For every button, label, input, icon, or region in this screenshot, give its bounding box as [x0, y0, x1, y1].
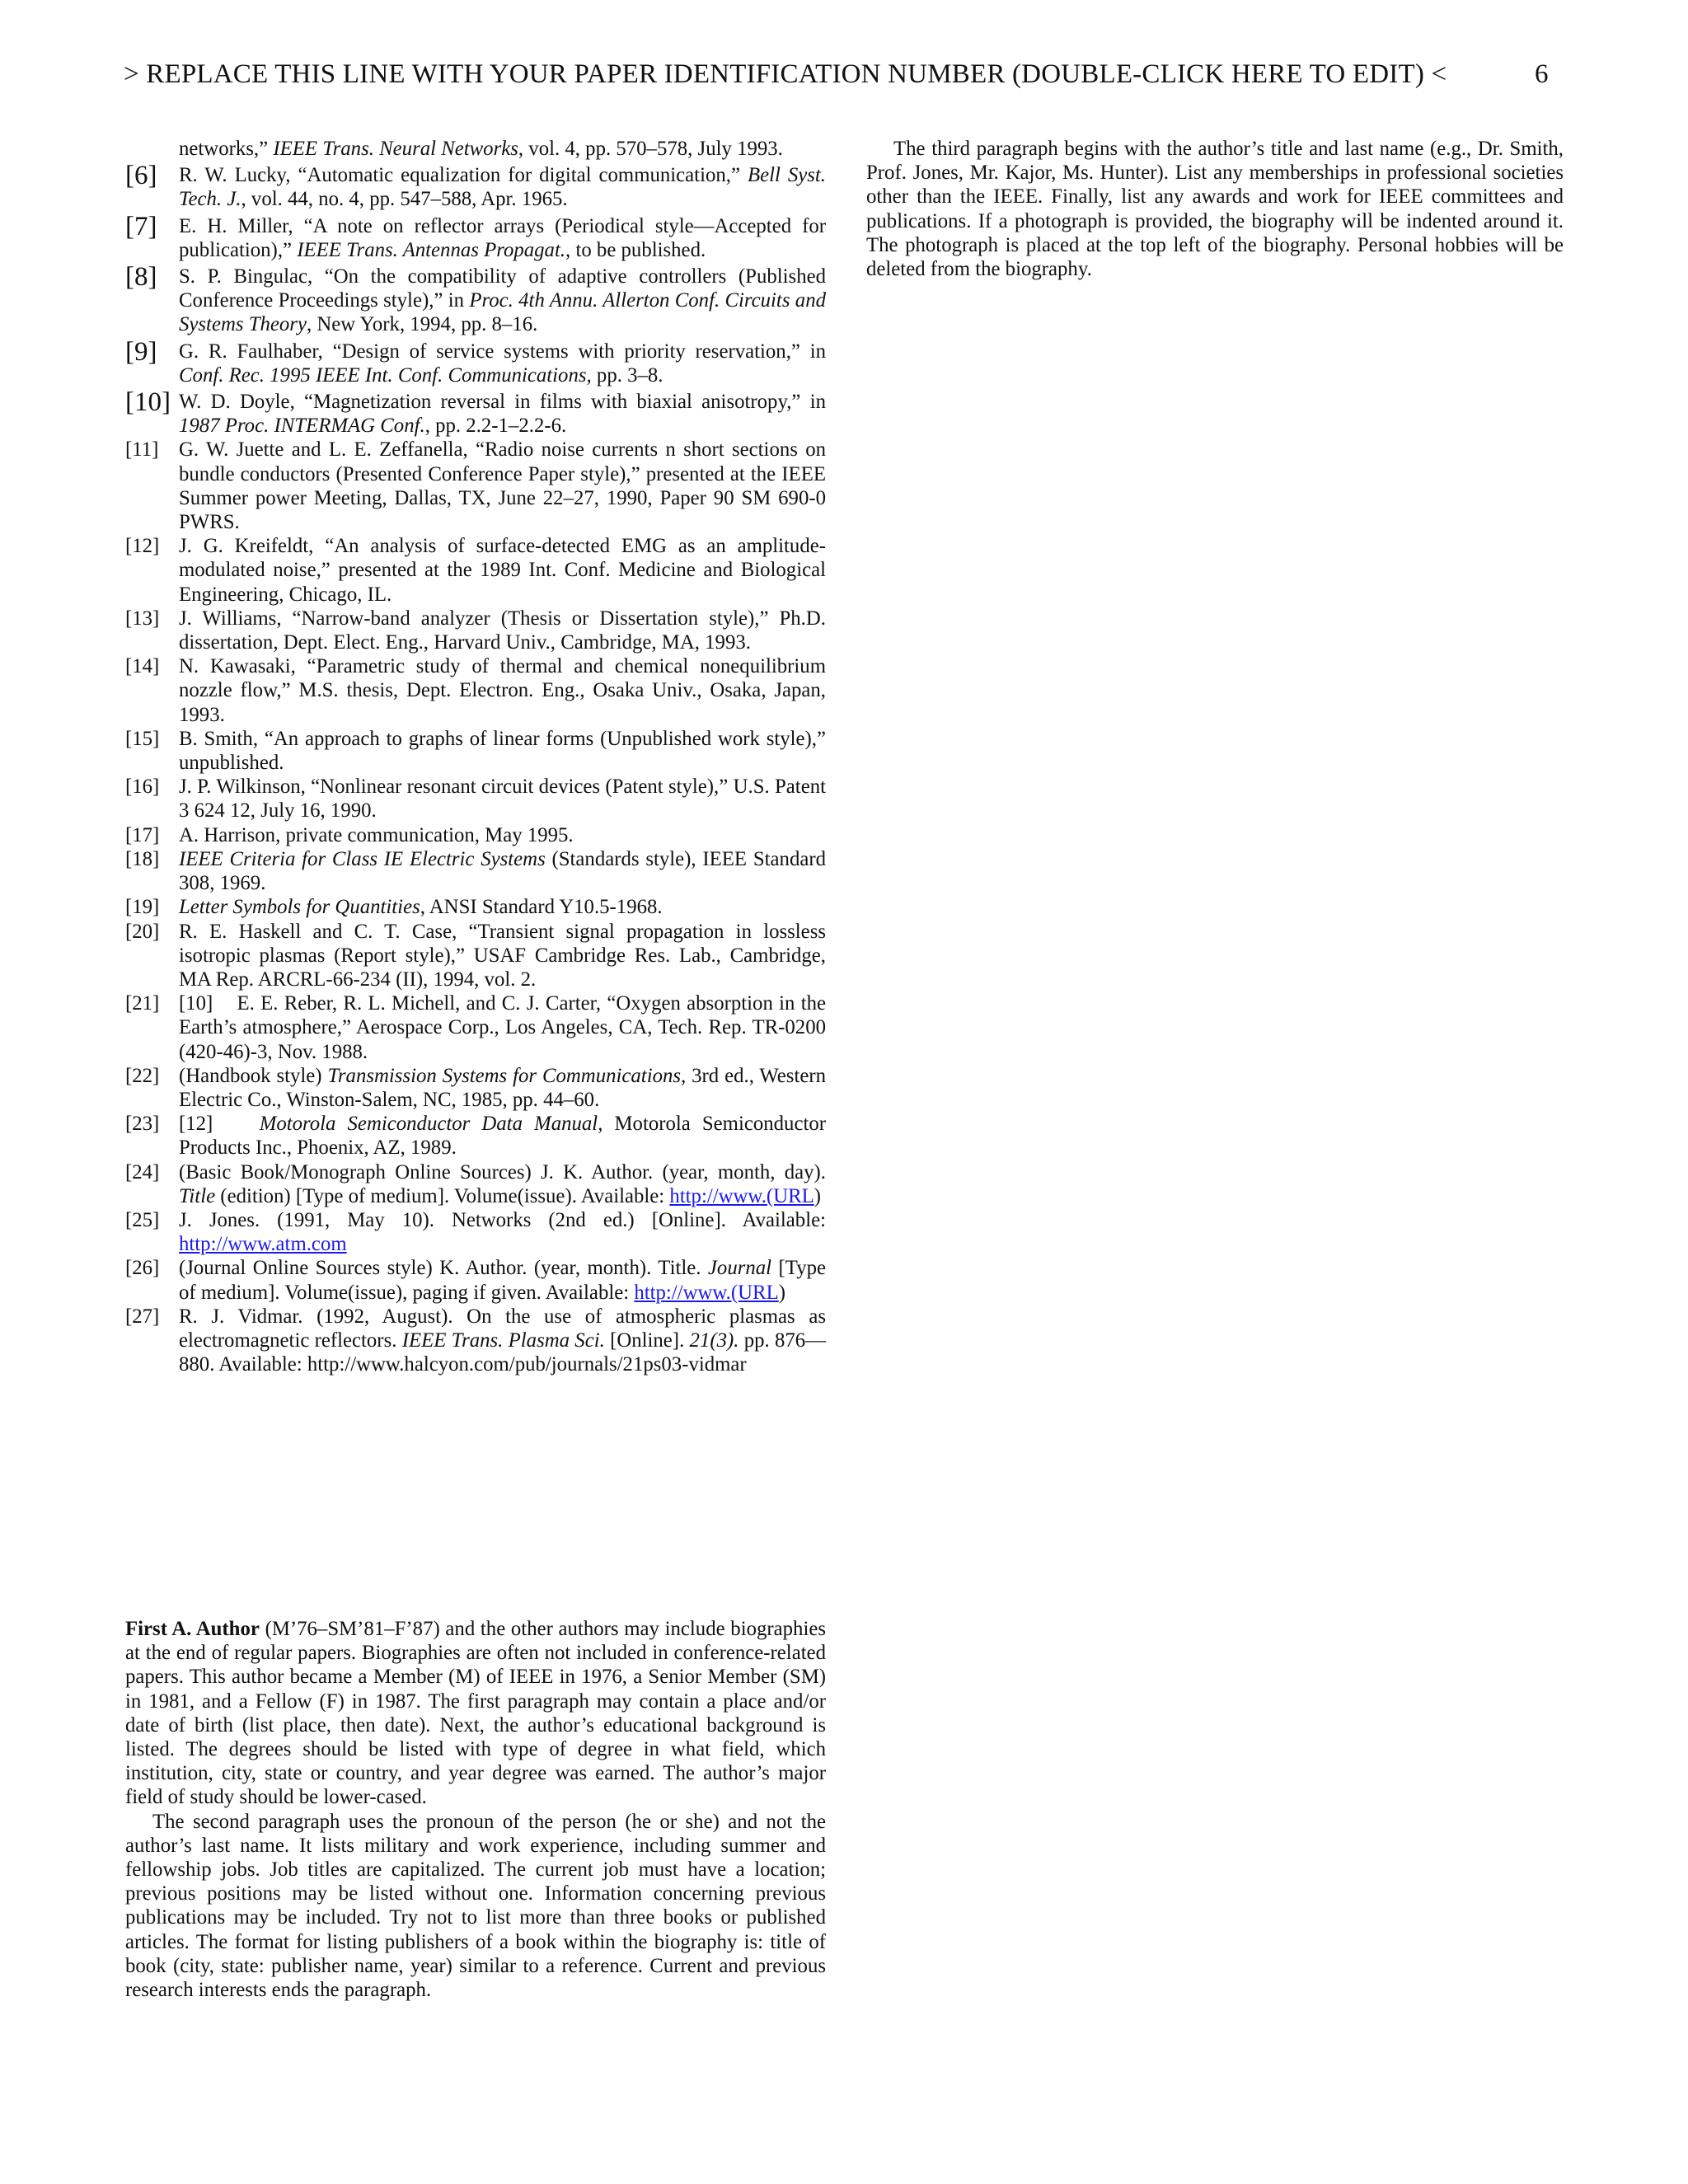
- reference-number: [6]: [125, 161, 157, 191]
- reference-8: [8] S. P. Bingulac, “On the compatibility of adaptive controllers (Published Conference Proceedings style),” in Proc. 4th Annu. Allerton Conf. Circuits and Systems Theory, New York, 1994, pp. 8–16.: [125, 262, 826, 336]
- reference-15: [15] B. Smith, “An approach to graphs of linear forms (Unpublished work style),” unpublished.: [125, 727, 826, 775]
- biography-paragraph-2: The second paragraph uses the pronoun of the person (he or she) and not the author’s last name. It lists military and work experience, including summer and fellowship jobs. Job titles are capitalized. The current job must have a location; previous positions may be listed without one. Information concerning previous publications may be included. Try not to list more than three books or published articles. The format for listing publishers of a book within the biography is: title of book (city, state: publisher name, year) similar to a reference. Current and previous research interests ends the paragraph.: [125, 1810, 826, 2002]
- reference-22: [22] (Handbook style) Transmission Systems for Communications, 3rd ed., Western Electric Co., Winston-Salem, NC, 1985, pp. 44–60.: [125, 1064, 826, 1111]
- reference-20: [20] R. E. Haskell and C. T. Case, “Transient signal propagation in lossless isotropic plasmas (Report style),” USAF Cambridge Res. Lab., Cambridge, MA Rep. ARCRL-66-234 (II), 1994, vol. 2.: [125, 920, 826, 991]
- reference-number: [12]: [125, 535, 160, 558]
- reference-number: [26]: [125, 1257, 160, 1280]
- reference-number: [16]: [125, 776, 160, 799]
- author-biography: [125, 1617, 826, 2002]
- author-name: First A. Author: [125, 1618, 260, 1640]
- reference-19: [19] Letter Symbols for Quantities, ANSI Standard Y10.5-1968.: [125, 896, 663, 919]
- page-number: 6: [1535, 59, 1549, 89]
- reference-number: [18]: [125, 847, 160, 870]
- reference-10: [10] W. D. Doyle, “Magnetization reversal in films with biaxial anisotropy,” in 1987 Proc. INTERMAG Conf., pp. 2.2-1–2.2-6.: [125, 387, 826, 438]
- reference-number: [21]: [125, 992, 160, 1015]
- references-list: [125, 137, 832, 1376]
- reference-21: [21] [10] E. E. Reber, R. L. Michell, and C. J. Carter, “Oxygen absorption in the Earth’s atmosphere,” Aerospace Corp., Los Angeles, CA, Tech. Rep. TR-0200 (420-46)-3, Nov. 1988.: [125, 992, 832, 1063]
- reference-number: [11]: [125, 438, 159, 462]
- reference-number: [10]: [125, 387, 171, 418]
- reference-number: [27]: [125, 1305, 160, 1328]
- reference-12: [12] J. G. Kreifeldt, “An analysis of surface-detected EMG as an amplitude-modulated noise,” presented at the 1989 Int. Conf. Medicine and Biological Engineering, Chicago, IL.: [125, 535, 826, 606]
- reference-11: [11] G. W. Juette and L. E. Zeffanella, “Radio noise currents n short sections on bundle conductors (Presented Conference Paper style),” presented at the IEEE Summer power Meeting, Dallas, TX, June 22–27, 1990, Paper 90 SM 690-0 PWRS.: [125, 438, 826, 534]
- biography-right-column: [866, 137, 1564, 281]
- reference-14: [14] N. Kawasaki, “Parametric study of thermal and chemical nonequilibrium nozzle flow,” M.S. thesis, Dept. Electron. Eng., Osaka Univ., Osaka, Japan, 1993.: [125, 655, 826, 726]
- reference-27: [27] R. J. Vidmar. (1992, August). On the use of atmospheric plasmas as electromagnetic reflectors. IEEE Trans. Plasma Sci. [Online]. 21(3). pp. 876—880. Available: http://www.halcyon.com/pub/journals/21ps03-vidmar: [125, 1305, 826, 1376]
- reference-26: [26] (Journal Online Sources style) K. Author. (year, month). Title. Journal [Type of medium]. Volume(issue), paging if given. Available: http://www.(URL): [125, 1257, 826, 1304]
- reference-number: [9]: [125, 336, 157, 367]
- reference-number: [15]: [125, 727, 160, 750]
- reference-7: [7] E. H. Miller, “A note on reflector arrays (Periodical style—Accepted for publication),” IEEE Trans. Antennas Propagat., to be published.: [125, 211, 826, 261]
- reference-25: [25] J. Jones. (1991, May 10). Networks (2nd ed.) [Online]. Available: http://www.atm.com: [125, 1208, 826, 1256]
- reference-6: [6] R. W. Lucky, “Automatic equalization for digital communication,” Bell Syst. Tech. J., vol. 44, no. 4, pp. 547–588, Apr. 1965.: [125, 161, 826, 211]
- reference-number: [14]: [125, 655, 160, 678]
- reference-17: [17] A. Harrison, private communication, May 1995.: [125, 823, 574, 846]
- reference-23: [23] [12] Motorola Semiconductor Data Manual, Motorola Semiconductor Products Inc., Phoenix, AZ, 1989.: [125, 1113, 827, 1160]
- reference-16: [16] J. P. Wilkinson, “Nonlinear resonant circuit devices (Patent style),” U.S. Patent 3 624 12, July 16, 1990.: [125, 776, 826, 823]
- url-link[interactable]: http://www.atm.com: [179, 1233, 347, 1256]
- reference-number: [7]: [125, 211, 157, 241]
- reference-5-continued: networks,” IEEE Trans. Neural Networks, vol. 4, pp. 570–578, July 1993.: [179, 138, 783, 160]
- reference-18: [18] IEEE Criteria for Class IE Electric Systems (Standards style), IEEE Standard 308, 1969.: [125, 847, 827, 895]
- reference-number: [24]: [125, 1160, 160, 1183]
- reference-number: [17]: [125, 823, 160, 846]
- reference-number: [13]: [125, 607, 160, 630]
- reference-number: [25]: [125, 1208, 160, 1231]
- reference-number: [23]: [125, 1113, 160, 1136]
- url-link[interactable]: http://www.(URL: [634, 1281, 779, 1304]
- reference-24: [24] (Basic Book/Monograph Online Sources) J. K. Author. (year, month, day). Title (edition) [Type of medium]. Volume(issue). Available: http://www.(URL): [125, 1160, 826, 1207]
- paper-header: > REPLACE THIS LINE WITH YOUR PAPER IDENTIFICATION NUMBER (DOUBLE-CLICK HERE TO EDIT) <: [124, 59, 1447, 89]
- reference-number: [19]: [125, 896, 160, 919]
- reference-number: [8]: [125, 262, 157, 293]
- biography-paragraph-3: The third paragraph begins with the author’s title and last name (e.g., Dr. Smith, Prof. Jones, Mr. Kajor, Ms. Hunter). List any memberships in professional societies other than the IEEE. Finally, list any awards and work for IEEE committees and publications. If a photograph is provided, the biography will be indented around it. The photograph is placed at the top left of the biography. Personal hobbies will be deleted from the biography.: [866, 138, 1564, 281]
- url-link[interactable]: http://www.(URL: [669, 1184, 814, 1207]
- reference-number: [22]: [125, 1064, 160, 1087]
- reference-13: [13] J. Williams, “Narrow-band analyzer (Thesis or Dissertation style),” Ph.D. dissertation, Dept. Elect. Eng., Harvard Univ., Cambridge, MA, 1993.: [125, 607, 826, 654]
- reference-9: [9] G. R. Faulhaber, “Design of service systems with priority reservation,” in Conf. Rec. 1995 IEEE Int. Conf. Communications, pp. 3–8.: [125, 336, 826, 387]
- reference-number: [20]: [125, 920, 160, 943]
- biography-paragraph-1: First A. Author (M’76–SM’81–F’87) and the other authors may include biographies at the end of regular papers. Biographies are often not included in conference-related papers. This author became a Member (M) of IEEE in 1976, a Senior Member (SM) in 1981, and a Fellow (F) in 1987. The first paragraph may contain a place and/or date of birth (list place, then date). Next, the author’s educational background is listed. The degrees should be listed with type of degree in what field, which institution, city, state or country, and year degree was earned. The author’s major field of study should be lower-cased.: [125, 1618, 826, 1809]
